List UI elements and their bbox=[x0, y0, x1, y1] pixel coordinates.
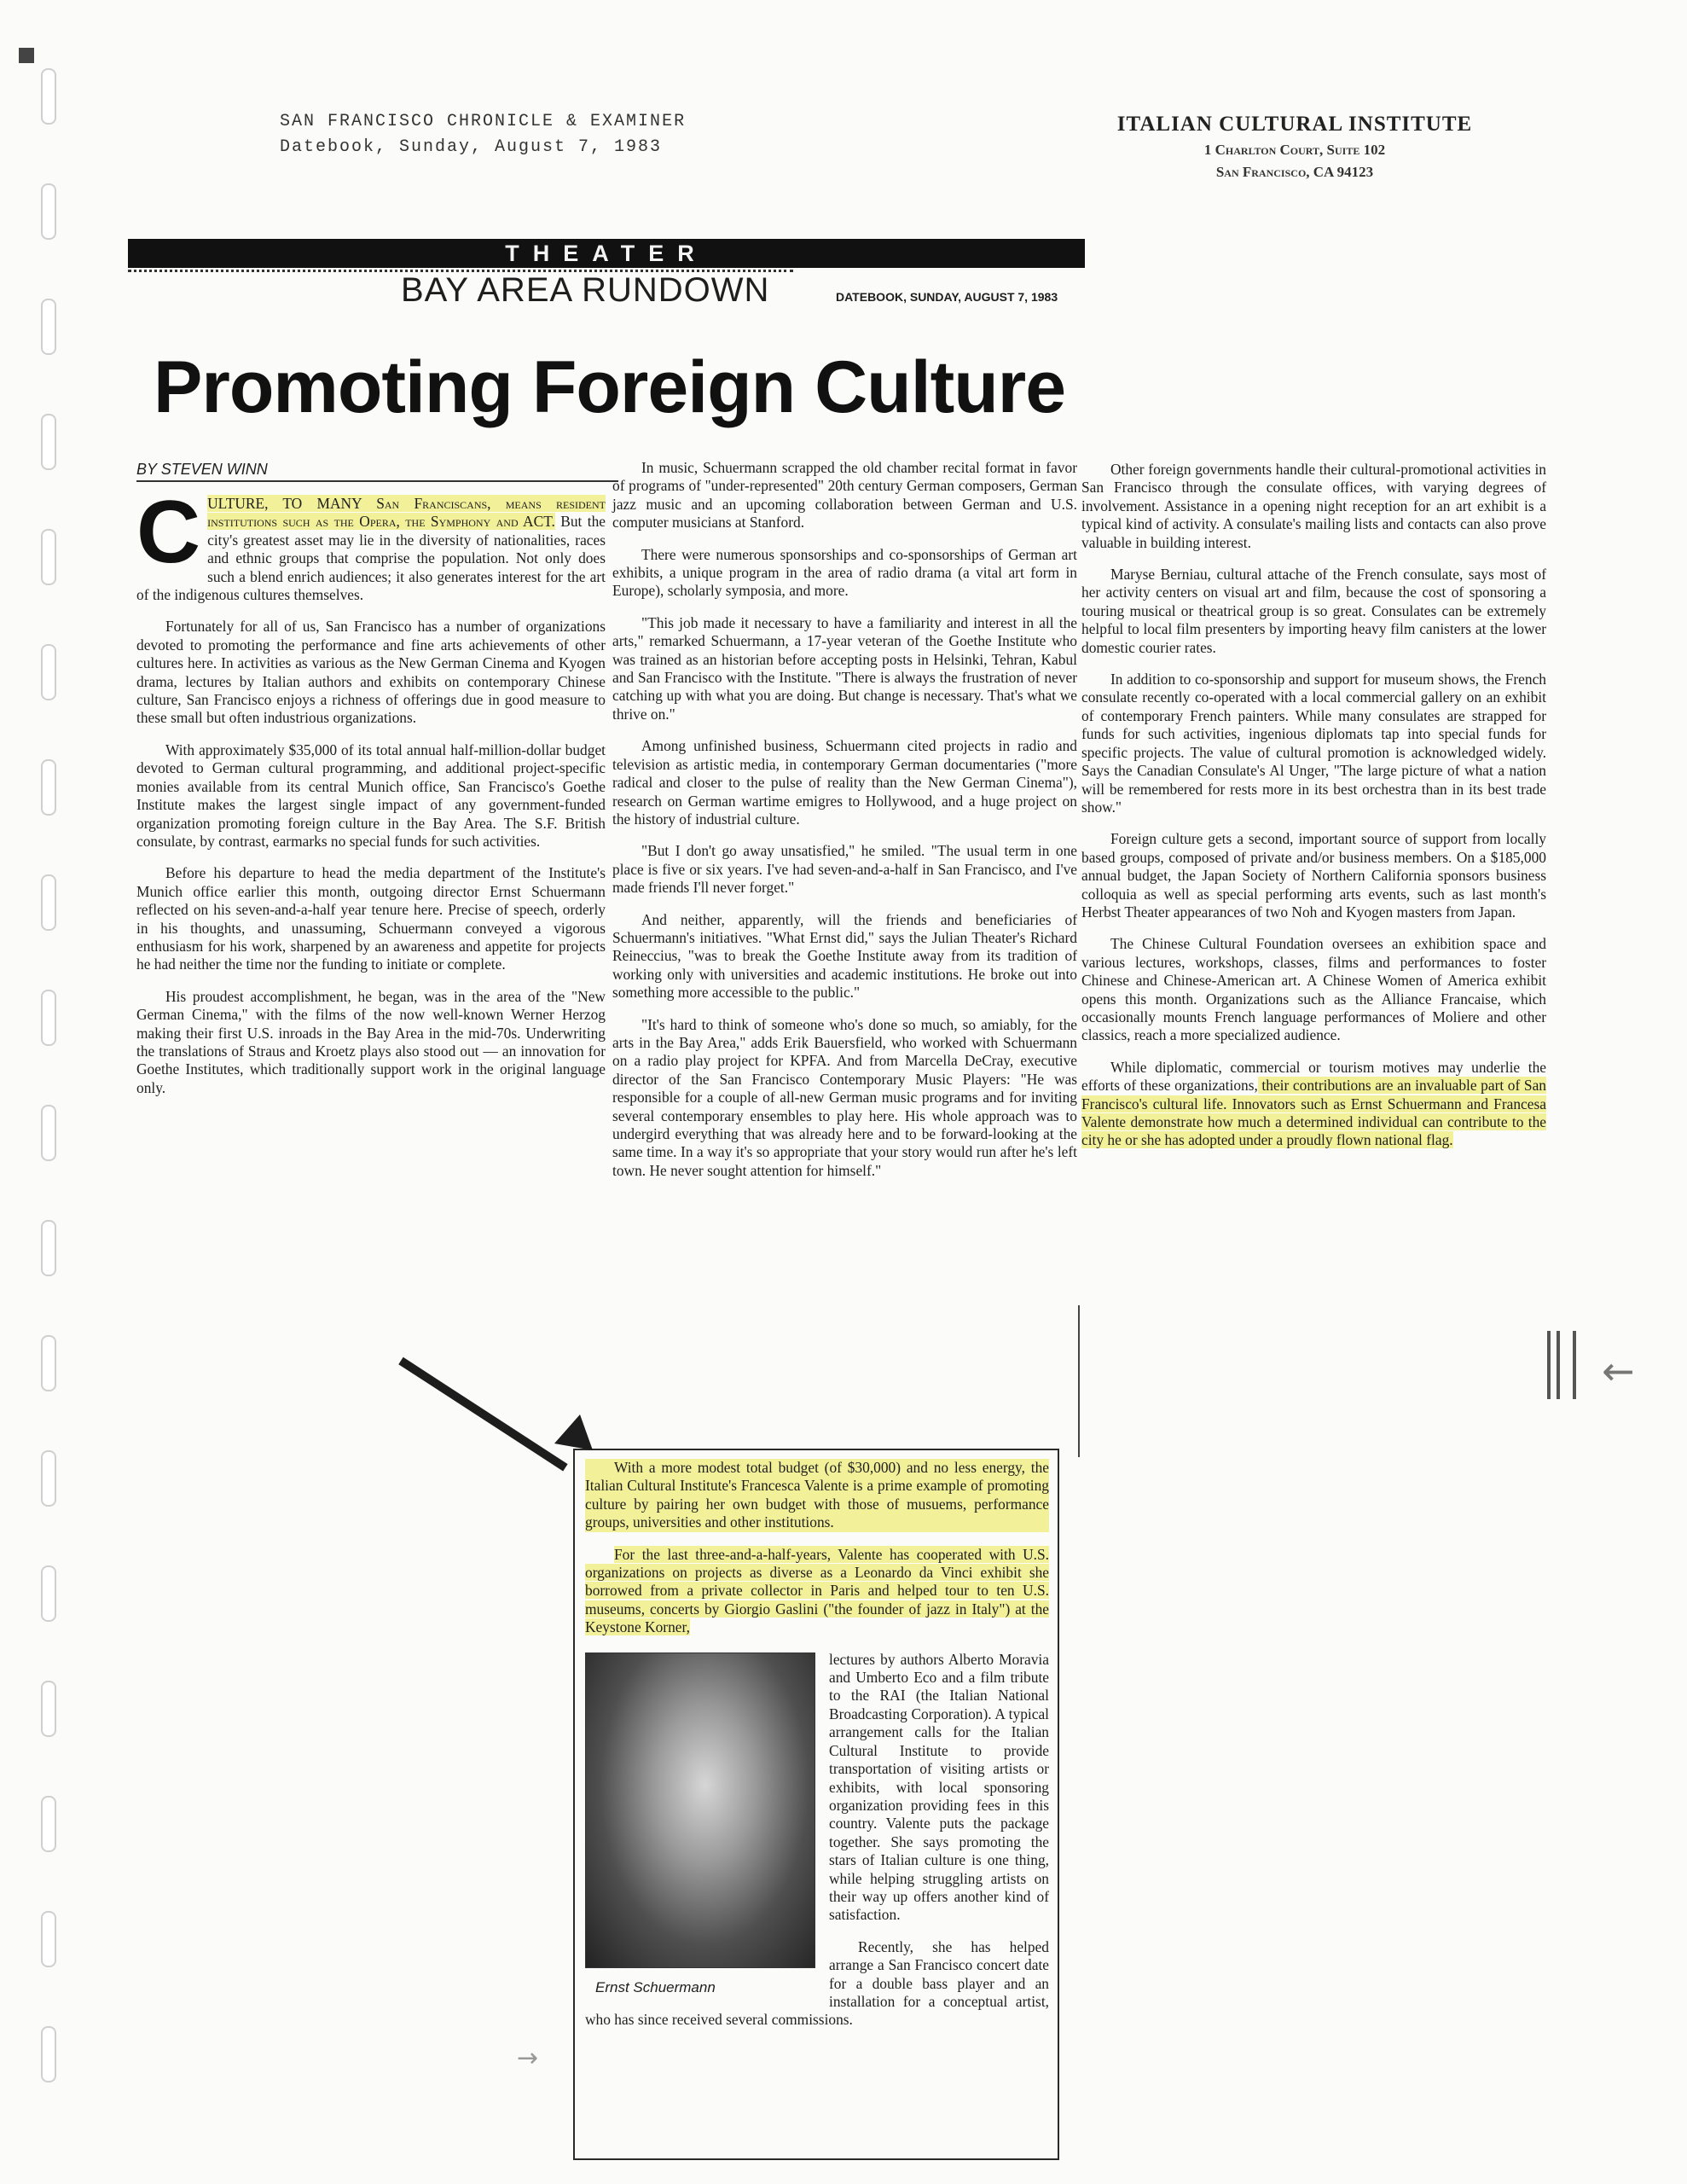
binder-hole bbox=[41, 183, 56, 240]
paragraph: "This job made it necessary to have a familiarity and interest in all the arts," remarked Schuermann, a 17-year veteran of the Goethe Institute who was trained as an historian before accepting posts in Helsinki, Tehran, Kabul and San Francisco with the Institute. "There is always the frustration of never catching up with what you are doing. But change is necessary. That's what we thrive on." bbox=[612, 613, 1077, 723]
binder-hole bbox=[41, 1565, 56, 1622]
paragraph: lectures by authors Alberto Moravia and Umberto Eco and a film tribute to the RAI (the Italian National Broadcasting Corporation). A typical arrangement calls for the Italian Cultural Institute to provide transportation of visiting artists or exhibits, with local sponsoring organization providing fees in this country. Valente puts the package together. She says promoting the stars of Italian culture is one thing, while helping struggling artists on their way up offers another kind of satisfaction. bbox=[829, 1650, 1049, 1924]
section-dateline: DATEBOOK, SUNDAY, AUGUST 7, 1983 bbox=[836, 290, 1058, 304]
binder-hole bbox=[41, 644, 56, 700]
margin-arrow-icon: ← bbox=[1602, 1348, 1635, 1394]
paragraph: With a more modest total budget (of $30,000) and no less energy, the Italian Cultural Institute's Francesca Valente is a prime example of promoting culture by pairing her own budget with those of musuems, performance groups, universities and other institutions. bbox=[585, 1459, 1049, 1531]
article-column-2 bbox=[612, 459, 1077, 1194]
binder-hole bbox=[41, 1911, 56, 1967]
paragraph: "But I don't go away unsatisfied," he smiled. "The usual term in one place is five or six years. I've had seven-and-a-half in San Francisco, and I've made friends I'll never forget." bbox=[612, 842, 1077, 897]
paragraph-text: But the city's greatest asset may lie in the diversity of nationalities, races and ethnic groups that comprise the population. Not only does such a blend enrich audiences; it also generates interest for the art of the indigenous cultures themselves. bbox=[136, 513, 606, 604]
paper-date: Datebook, Sunday, August 7, 1983 bbox=[280, 137, 663, 157]
paragraph: "It's hard to think of someone who's done so much, so amiably, for the arts in the Bay Area," adds Erik Bauersfield, who worked with Schuermann on a radio play project for KPFA. And from Marcella DeCray, executive director of the San Francisco Contemporary Music Players: "He was responsible for a couple of all-new German music programs and for inviting several contemporary ensembles to play here. His whole approach was to undergird everything that was already here and to be forward-looking at the same time. In a way it's so appropriate that your story would run after he's left town. He never sought attention for himself." bbox=[612, 1015, 1077, 1179]
letterhead-name: ITALIAN CULTURAL INSTITUTE bbox=[1116, 113, 1473, 136]
paragraph: Other foreign governments handle their cultural-promotional activities in San Francisco through the consulate offices, with varying degrees of involvement. Assistance in a opening night reception for an art exhibit is a typical kind of activity. A consulate's mailing lists and contacts can also prove valuable in building interest. bbox=[1081, 461, 1546, 551]
paragraph bbox=[585, 1546, 1049, 1637]
paragraph: Maryse Berniau, cultural attache of the French consulate, says most of her activity centers on visual art and film, because the cost of sponsoring a touring musical or theatrical group is so great. Consulates can be extremely helpful to local film presenters by importing heavy film canisters at the lower domestic courier rates. bbox=[1081, 566, 1546, 656]
binder-hole bbox=[41, 2026, 56, 2082]
binder-hole bbox=[41, 1681, 56, 1737]
paragraph: And neither, apparently, will the friends and beneficiaries of Schuermann's initiatives. "What Ernst did," says the Julian Theater's Richard Reineccius, "was to break the Goethe Institute away from its tradition of working only with universities and academic institutions. He broke out into something more accessible to the public." bbox=[612, 910, 1077, 1002]
binder-hole bbox=[41, 874, 56, 931]
section-label: THEATER bbox=[128, 239, 1085, 268]
binder-tab bbox=[19, 48, 34, 63]
highlighted-text: For the last three-and-a-half-years, Valente has cooperated with U.S. organizations on projects as diverse as a Leonardo da Vinci exhibit she borrowed from a private collector in Paris and helped tour to ten U.S. museums, concerts by Giorgio Gaslini ("the founder of jazz in Italy") at the Keystone Korner, bbox=[585, 1545, 1049, 1636]
article-byline: BY STEVEN WINN bbox=[136, 461, 618, 482]
portrait-image bbox=[585, 1653, 815, 1968]
paragraph: In addition to co-sponsorship and support for museum shows, the French consulate recently co-operated with a local commercial gallery on an exhibit of contemporary French painters. While many consulates are strapped for funds for such activities, ingenious diplomats tap into special funds for specific projects. The value of cultural promotion is acknowledged widely. Says the Canadian Consulate's Al Unger, "The large picture of what a nation will be remembered for rests more in its best orchestra than in its best trade show." bbox=[1081, 671, 1546, 816]
typed-masthead bbox=[280, 109, 686, 160]
paragraph: Before his departure to head the media department of the Institute's Munich office earlier this month, outgoing director Ernst Schuermann reflected on his seven-and-a-half year tenure here. Precise of speech, orderly in his thoughts, and unassuming, Schuermann conveyed a vigorous enthusiasm for his work, sharpened by an awareness and appetite for projects he had neither the time nor the funding to initiate or complete. bbox=[136, 864, 606, 973]
highlighted-text: their contributions are an invaluable part of San Francisco's cultural life. Innovators such as Ernst Schuermann and Francesa Valente demonstrate how much a determined individual can contribute to the city he or she has adopted under a proudly flown national flag. bbox=[1081, 1077, 1546, 1149]
lead-sentence: ULTURE, TO MANY San Franciscans, means resident institutions such as the Opera, the Symphony and ACT. bbox=[207, 495, 606, 531]
binder-hole bbox=[41, 1220, 56, 1276]
paper-name: SAN FRANCISCO CHRONICLE & EXAMINER bbox=[280, 112, 687, 131]
paragraph bbox=[1081, 1059, 1546, 1150]
photo-arrow-icon: → bbox=[517, 2043, 539, 2073]
valente-sidebar-box bbox=[573, 1449, 1059, 2160]
sidebar-text bbox=[585, 1459, 1049, 2043]
binder-hole bbox=[41, 759, 56, 816]
binder-hole bbox=[41, 529, 56, 585]
paragraph: With approximately $35,000 of its total annual half-million-dollar budget devoted to German cultural programming, and additional project-specific monies available from its central Munich office, San Francisco's Goethe Institute makes the largest single impact of any government-funded organization promoting foreign culture in the Bay Area. The S.F. British consulate, by contrast, earmarks no special funds for such activities. bbox=[136, 741, 606, 850]
margin-bars bbox=[1547, 1331, 1576, 1399]
column-rule bbox=[1078, 1305, 1080, 1457]
photo bbox=[585, 1653, 815, 2005]
binder-hole bbox=[41, 1450, 56, 1507]
article-column-3 bbox=[1081, 461, 1546, 1164]
arrowhead-icon bbox=[546, 1408, 597, 1459]
binder-hole bbox=[41, 1796, 56, 1852]
binder-hole bbox=[41, 1335, 56, 1391]
article-headline: Promoting Foreign Culture bbox=[154, 346, 1066, 428]
paragraph: Fortunately for all of us, San Francisco has a number of organizations devoted to promoting the performance and fine arts achievements of other cultures here. In activities as various as the New German Cinema and Kyogen drama, lectures by Italian authors and exhibits on contemporary Chinese culture, San Francisco enjoys a richness of offerings due in good measure to these small but often industrious organizations. bbox=[136, 618, 606, 727]
binder-hole bbox=[41, 68, 56, 125]
paragraph bbox=[136, 483, 606, 604]
paragraph: In music, Schuermann scrapped the old chamber recital format in favor of programs of "under-represented" 20th century German composers, German jazz music and an upcoming collaboration between German and U.S. computer musicians at Stanford. bbox=[612, 459, 1077, 531]
paragraph-text: While diplomatic, commercial or tourism motives may underlie the efforts of these organizations, bbox=[1081, 1058, 1546, 1095]
section-title: BAY AREA RUNDOWN bbox=[401, 271, 770, 309]
paragraph: Among unfinished business, Schuermann cited projects in radio and television as artistic media, in contemporary German documentaries ("more radical and closer to the pulse of reality than the New German Cinema"), research on German wartime emigres to Hollywood, and a huge project on the history of industrial culture. bbox=[612, 737, 1077, 828]
binder-hole bbox=[41, 299, 56, 355]
drawn-arrow-icon bbox=[398, 1357, 567, 1472]
binder-hole bbox=[41, 990, 56, 1046]
paragraph: There were numerous sponsorships and co-sponsorships of German art exhibits, a unique program in the area of radio drama (a vital art form in Europe), scholarly symposia, and more. bbox=[612, 545, 1077, 600]
photo-caption: Ernst Schuermann bbox=[595, 1978, 716, 1995]
letterhead bbox=[1107, 113, 1482, 181]
paragraph: Foreign culture gets a second, important source of support from locally based groups, composed of private and/or business members. On a $185,000 annual budget, the Japan Society of Northern California sponsors business colloquia as well as special performing arts events, such as last month's Herbst Theater appearances of two Noh and Kyogen masters from Japan. bbox=[1081, 830, 1546, 921]
letterhead-address-line2: San Francisco, CA 94123 bbox=[1215, 164, 1374, 180]
letterhead-address-line1: 1 Charlton Court, Suite 102 bbox=[1203, 142, 1386, 158]
paragraph: The Chinese Cultural Foundation oversees an exhibition space and various lectures, workshops, classes, films and performances to foster Chinese and Chinese-American art. A Chinese Women of America exhibit opens this month. Organizations such as the Alliance Francaise, which occasionally mounts French language performances of Moliere and other classics, reach a more specialized audience. bbox=[1081, 935, 1546, 1044]
drop-cap: C bbox=[136, 483, 201, 582]
paragraph: His proudest accomplishment, he began, was in the area of the "New German Cinema," with the films of the now well-known Werner Herzog making their first U.S. inroads in the Bay Area in the mid-70s. Underwriting the translations of Straus and Kroetz plays also stood out — an innovation for Goethe Institutes, which traditionally support work in the original language only. bbox=[136, 987, 606, 1096]
article-column-1 bbox=[136, 483, 606, 1111]
binder-hole bbox=[41, 1105, 56, 1161]
binder-hole bbox=[41, 414, 56, 470]
paragraph: Recently, she has helped arrange a San Francisco concert date for a double bass player and an installation for a conceptual artist, who has since received several commissions. bbox=[585, 1937, 1049, 2029]
